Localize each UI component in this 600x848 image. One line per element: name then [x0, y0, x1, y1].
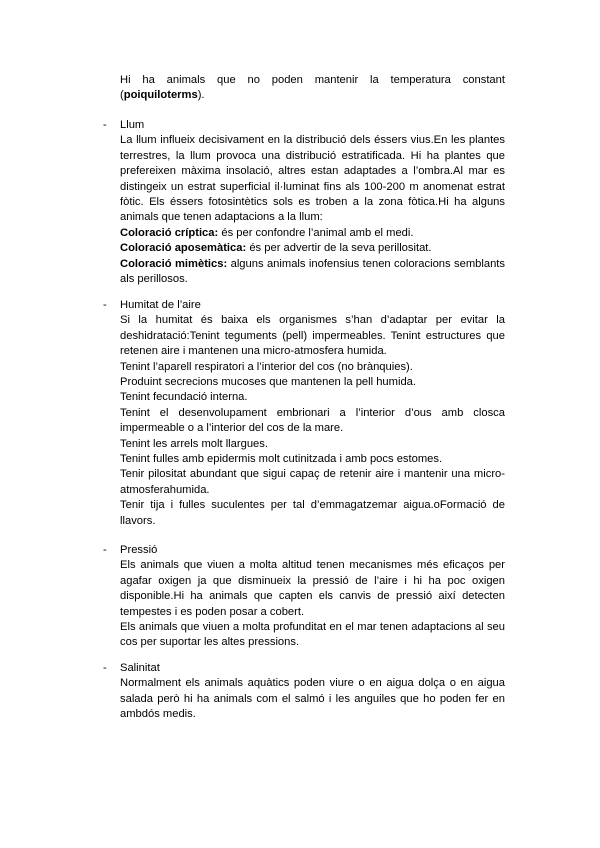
humitat-line: Tenint el desenvolupament embrionari a l’interior d’ous amb closca impermeable o a l’interior del cos de la mare.	[120, 406, 505, 435]
humitat-line: Tenint fulles amb epidermis molt cutinitzada i amb pocs estomes.	[120, 453, 443, 466]
intro-text-end: ).	[197, 89, 205, 102]
humitat-line: Si la humitat és baixa els organismes s’han d’adaptar per evitar la deshidratació:Tenint teguments (pell) impermeables. Tenint estructures que retenen aire i mantenen una micro-atmosfera humida.	[120, 314, 505, 358]
section-body-salinitat	[120, 676, 505, 722]
bullet-dash: -	[103, 544, 107, 556]
llum-item-mimetics	[120, 257, 505, 288]
humitat-line: Produint secrecions mucoses que mantenen la pell humida.	[120, 376, 417, 389]
intro-paragraph	[120, 73, 505, 104]
humitat-line: Tenint les arrels molt llargues.	[120, 437, 268, 450]
humitat-line: Tenir pilositat abundant que sigui capaç de retenir aire i mantenir una micro-atmosferahumida.	[120, 468, 505, 496]
llum-paragraph: La llum influeix decisivament en la distribució dels éssers vius.En les plantes terrestres, la llum provoca una distribució estratificada. Hi ha plantes que prefereixen màxima insolació, altres estan adaptades a l’ombra.Al mar es distingeix un estrat superficial il·luminat fins als 100-200 m anomenat estrat fòtic. Els éssers fotosintètics sols es troben a la zona fòtica.Hi ha alguns animals que tenen adaptacions a la llum:	[120, 134, 505, 224]
desc-aposematica: és per advertir de la seva perillositat.	[246, 242, 432, 255]
bullet-dash: -	[103, 119, 107, 131]
humitat-line: Tenint l’aparell respiratori a l’interior del cos (no brànquies).	[120, 360, 413, 373]
desc-criptica: és per confondre l’animal amb el medi.	[218, 226, 414, 239]
section-body-humitat	[120, 313, 505, 529]
section-title-salinitat: Salinitat	[120, 662, 160, 674]
desc-mimetics: alguns animals inofensius tenen coloracions semblants als perillosos.	[120, 257, 505, 286]
humitat-line: Tenint fecundació interna.	[120, 391, 248, 404]
bullet-dash: -	[103, 662, 107, 674]
llum-item-criptica	[120, 226, 505, 241]
pressio-paragraph: Els animals que viuen a molta profunditat en el mar tenen adaptacions al seu cos per suportar les altes pressions.	[120, 621, 505, 649]
term-criptica: Coloració críptica:	[120, 226, 219, 239]
pressio-paragraph: Els animals que viuen a molta altitud tenen mecanismes més eficaços per agafar oxigen ja que disminueix la pressió de l’aire i hi ha poc oxigen disponible.Hi ha animals que capten els canvis de pressió així detecten tempestes i es poden posar a cobert.	[120, 559, 505, 618]
section-title-llum: Llum	[120, 119, 145, 131]
salinitat-paragraph: Normalment els animals aquàtics poden viure o en aigua dolça o en aigua salada però hi ha animals com el salmó i les anguiles que ho poden fer en ambdós medis.	[120, 677, 505, 721]
llum-item-aposematica	[120, 241, 505, 256]
section-title-humitat: Humitat de l’aire	[120, 299, 201, 311]
humitat-line: Tenir tija i fulles suculentes per tal d’emmagatzemar aigua.oFormació de llavors.	[120, 499, 505, 527]
intro-text: Hi ha animals que no poden mantenir la temperatura constant (	[120, 74, 505, 102]
section-title-pressio: Pressió	[120, 544, 158, 556]
term-aposematica: Coloració aposemàtica:	[120, 242, 247, 255]
term-mimetics: Coloració mimètics:	[120, 257, 228, 270]
bullet-dash: -	[103, 299, 107, 311]
section-body-llum	[120, 133, 505, 287]
intro-bold-term: poiquiloterms	[123, 89, 198, 102]
section-body-pressio	[120, 558, 505, 650]
